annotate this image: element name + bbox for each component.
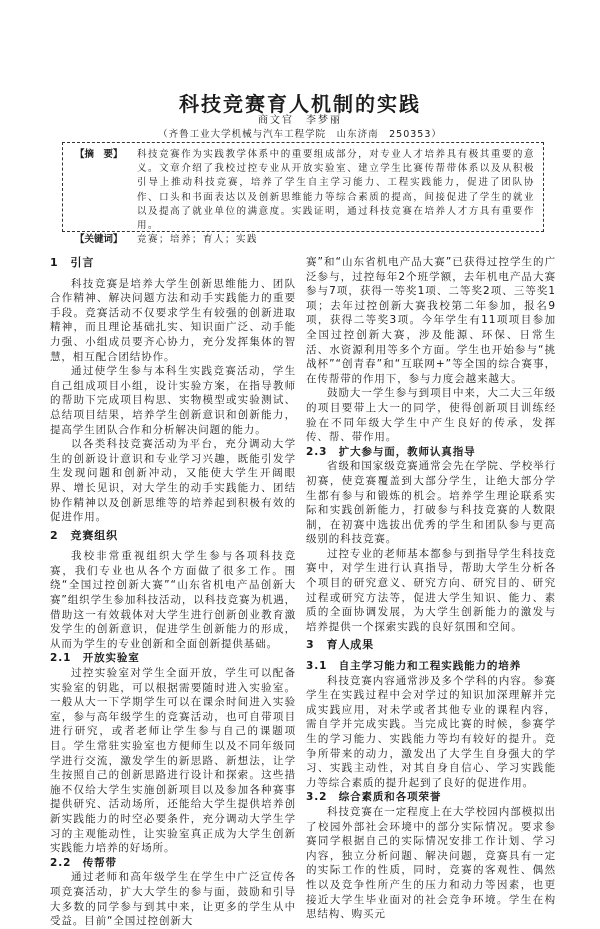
keywords-label: 【关键词】 <box>75 234 123 246</box>
paragraph: 过控实验室对学生全面开放，学生可以配备实验室的钥匙，可以根据需要随时进入实验室。一般从大一下学期学生可以在课余时间进入实验室，参与高年级学生的竞赛活动，也可自带项目进行研究，或者老师让学生参与自己的课题项目。学生常驻实验室也方便师生以及不同年级同学进行交流，激发学生的新思路、新想法，让学生按照自己的创新思路进行设计和探索。这些措施不仅给大学生实施创新项目以及参加各种赛事提供研究、活动场所，还能给大学生提供培养创新实践能力的时空必要条件，充分调动大学生学习的主观能动性，让实验室真正成为大学生创新实践能力培养的好场所。 <box>50 667 296 855</box>
left-column <box>50 252 296 929</box>
right-column <box>306 255 556 922</box>
abstract-label: 【摘 要】 <box>75 149 123 160</box>
paragraph: 鼓励大一学生参与到项目中来，大二大三年级的项目要带上大一的同学，使得创新项目训练经验在不同年级大学生中产生良好的传承，发挥传、帮、带作用。 <box>306 387 556 444</box>
abstract-text: 科技竞赛作为实践教学体系中的重要组成部分，对专业人才培养具有极其重要的意义。文章介绍了我校过控专业从开放实验室、建立学生比赛传帮带体系以及从积极引导上推动科技竞赛，培养了学生自主学习能力、工程实践能力，促进了团队协作、口头和书面表达以及创新思维能力等综合素质的提高，间接促进了学生的就业以及提高了就业单位的满意度。实践证明，通过科技竞赛在培养人才方具有重要作用。 <box>137 149 535 232</box>
paragraph: 省级和国家级竞赛通常会先在学院、学校举行初赛，使竞赛覆盖到大部分学生，让绝大部分学生都有参与和锻炼的机会。培养学生理论联系实际和实践创新能力，打破参与科技竞赛的人数限制，在初赛中选拔出优秀的学生和团队参与更高级别的科技竞赛。 <box>306 460 556 546</box>
subsection-heading: 3.1 自主学习能力和工程实践能力的培养 <box>306 660 522 673</box>
paragraph: 赛”和“山东省机电产品大赛”已获得过控学生的广泛参与，过控每年2个班学额，去年机电产品大赛参与7项，获得一等奖1项、二等奖2项、三等奖1项；去年过控创新大赛我校第二年参加，报名9项，获得二等奖3项。今年学生有11项项目参加全国过控创新大赛，涉及能源、环保、日常生活、水资源利用等多个方面。学生也开始参与“挑战杯”“创青春”和“互联网+”等全国的综合赛事，在传帮带的作用下，参与力度会越来越大。 <box>306 256 556 385</box>
authors: 商文官 李梦丽 <box>258 115 342 126</box>
keywords-text: 竞赛；培养；育人；实践 <box>137 234 259 246</box>
subsection-heading: 2.1 开放实验室 <box>50 652 140 665</box>
subsection-heading: 2.2 传帮带 <box>50 856 117 869</box>
subsection-heading: 2.3 扩大参与面，教师认真指导 <box>306 445 476 458</box>
affiliation: （齐鲁工业大学机械与汽车工程学院 山东济南 250353） <box>158 129 442 140</box>
paragraph: 过控专业的老师基本都参与到指导学生科技竞赛中，对学生进行认真指导，帮助大学生分析各个项目的研究意义、研究方向、研究目的、研究过程或研究方法等，促进大学生知识、能力、素质的全面协调发展，为大学生创新能力的激发与培养提供一个探索实践的良好氛围和空间。 <box>306 547 556 633</box>
paragraph: 通过使学生参与本科生实践竞赛活动，学生自己组成项目小组，设计实验方案，在指导教师的帮助下完成项目构思、实物模型或实验测试、总结项目结果，培养学生创新意识和创新能力，提高学生团队合作和分析解决问题的能力。 <box>50 365 296 436</box>
subsection-heading: 3.2 综合素质和各项荣誉 <box>306 791 442 804</box>
paragraph: 以各类科技竞赛活动为平台，充分调动大学生的创新设计意识和专业学习兴趣，既能引发学生发现问题和创新冲动，又能使大学生开阔眼界、增长见识，对大学生的动手实践能力、团结协作精神以及创新思维等的培养起到积极有效的促进作用。 <box>50 438 296 524</box>
section-heading: 1 引言 <box>50 256 95 269</box>
paragraph: 科技竞赛在一定程度上在大学校园内部模拟出了校园外部社会环境中的部分实际情况。要求参赛同学根据自己的实际情况安排工作计划、学习内容，独立分析问题、解决问题，竞赛具有一定的实际工作的性质，同时，竞赛的客观性、偶然性以及竞争性所产生的压力和动力等因素，也更接近大学生毕业面对的社会竞争环境。学生在构思结构、购买元 <box>306 805 556 921</box>
section-heading: 2 竞赛组织 <box>50 528 119 542</box>
paragraph: 通过老师和高年级学生在学生中广泛宣传各项竞赛活动，扩大大学生的参与面，鼓励和引导大多数的同学参与到其中来，让更多的学生从中受益。目前“全国过控创新大 <box>50 871 296 928</box>
paragraph: 我校非常重视组织大学生参与各项科技竞赛，我们专业也从各个方面做了很多工作。围绕“全国过控创新大赛”“山东省机电产品创新大赛”组织学生参加科技活动，以科技竞赛为机遇，借助这一有效载体对大学生进行创新创业教育激发学生的创新意识，促进学生创新能力的形成，从而为学生的专业创新和全面创新提供基础。 <box>50 550 296 650</box>
paper-title: 科技竞赛育人机制的实践 <box>179 92 421 116</box>
section-heading: 3 育人成果 <box>306 638 375 652</box>
paragraph: 科技竞赛内容通常涉及多个学科的内容。参赛学生在实践过程中会对学过的知识加深理解并完成实践应用，对未学或者其他专业的课程内容，需自学并完成实践。当完成比赛的时候，参赛学生的学习能力、实践能力等均有较好的提升。竞争所带来的动力，激发出了大学生自身强大的学习、实践主动性，对其自身自信心、学习实践能力等综合素质的提升起到了良好的促进作用。 <box>306 674 556 789</box>
abstract-box <box>62 142 544 246</box>
paragraph: 科技竞赛是培养大学生创新思维能力、团队合作精神、解决问题方法和动手实践能力的重要手段。竞赛活动不仅要求学生有较强的创新进取精神，而且理论基础扎实、知识面广泛、动手能力强、小组成员要齐心协力，充分发挥集体的智慧，相互配合团结协作。 <box>50 277 296 363</box>
